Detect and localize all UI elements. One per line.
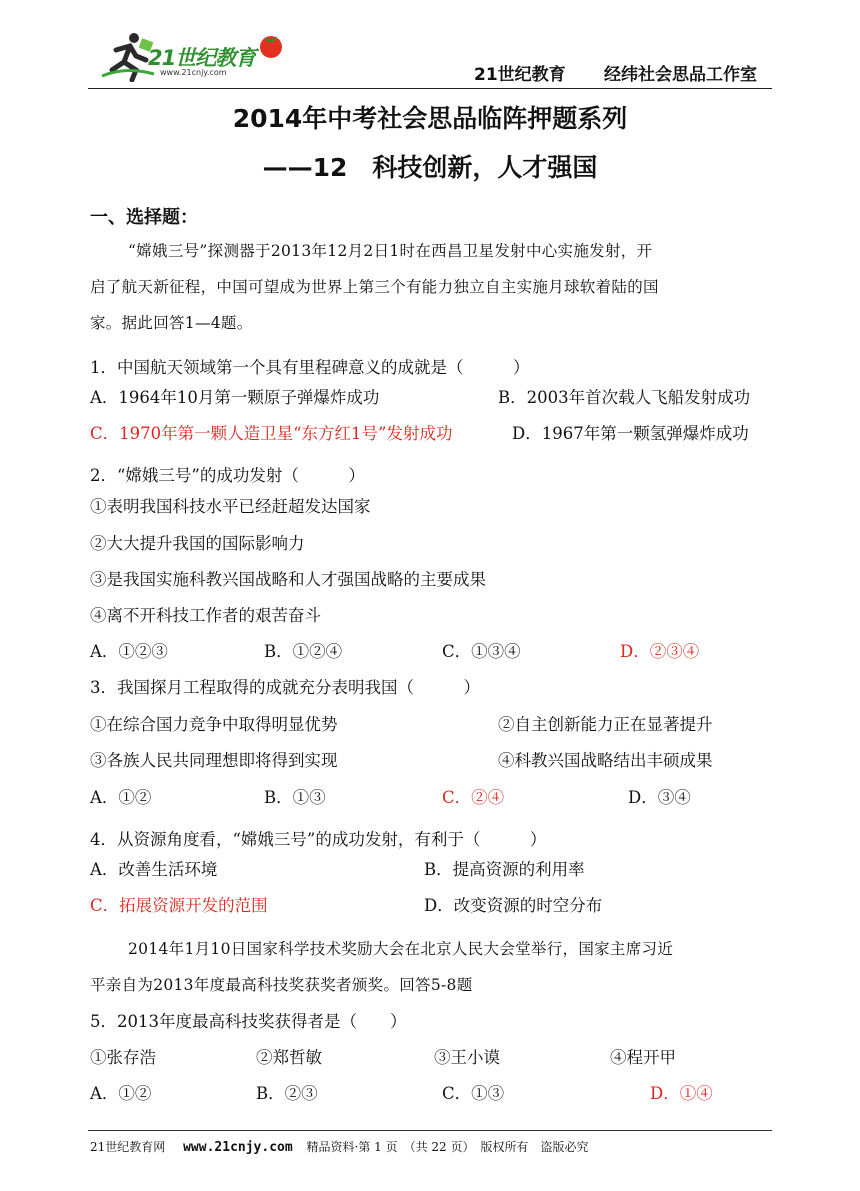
question-stem: 1．中国航天领域第一个具有里程碑意义的成就是（ ）	[90, 358, 530, 377]
statement: ①张存浩	[90, 1048, 156, 1067]
option-d-answer: D．②③④	[620, 642, 700, 661]
statement: ①在综合国力竞争中取得明显优势	[90, 715, 338, 734]
option-d: D．1967年第一颗氢弹爆炸成功	[512, 424, 749, 443]
page-title: 2014年中考社会思品临阵押题系列	[232, 104, 628, 133]
intro-paragraph-line: 平亲自为2013年度最高科技奖获奖者颁奖。回答5-8题	[90, 976, 473, 994]
footer-copyright: 精品资料·第 1 页 （共 22 页） 版权所有 盗版必究	[306, 1140, 589, 1154]
header-rule	[88, 88, 772, 89]
option-a: A．1964年10月第一颗原子弹爆炸成功	[90, 388, 380, 407]
intro-paragraph-line: 家。据此回答1—4题。	[90, 314, 253, 332]
header-studio: 经纬社会思品工作室	[604, 65, 757, 85]
question-stem: 4．从资源角度看，“嫦娥三号”的成功发射，有利于（ ）	[90, 830, 547, 849]
option-c-answer: C．拓展资源开发的范围	[90, 896, 268, 915]
logo-url: www.21cnjy.com	[160, 68, 227, 77]
option-b: B．2003年首次载人飞船发射成功	[498, 388, 751, 407]
option-a: A．①②③	[90, 642, 168, 661]
option-a: A．①②	[90, 788, 152, 807]
option-c: C．①③④	[442, 642, 521, 661]
logo	[96, 30, 296, 82]
statement: ③各族人民共同理想即将得到实现	[90, 751, 338, 770]
option-b: B．②③	[256, 1084, 318, 1103]
page-subtitle: ——12 科技创新，人才强国	[262, 153, 598, 182]
statement: ③是我国实施科教兴国战略和人才强国战略的主要成果	[90, 570, 486, 589]
option-c: C．①③	[442, 1084, 505, 1103]
question-stem: 2．“嫦娥三号”的成功发射（ ）	[90, 466, 365, 485]
option-d: D．③④	[628, 788, 691, 807]
intro-paragraph-line: 启了航天新征程，中国可望成为世界上第三个有能力独立自主实施月球软着陆的国	[90, 278, 659, 296]
intro-paragraph-line: 2014年1月10日国家科学技术奖励大会在北京人民大会堂举行，国家主席习近	[128, 940, 674, 958]
intro-paragraph-line: “嫦娥三号”探测器于2013年12月2日1时在西昌卫星发射中心实施发射，开	[128, 242, 653, 260]
question-stem: 5．2013年度最高科技奖获得者是（ ）	[90, 1012, 407, 1031]
option-a: A．①②	[90, 1084, 152, 1103]
footer-site: 21世纪教育网	[90, 1140, 166, 1154]
tomato-icon	[256, 30, 286, 60]
option-b: B．①②④	[264, 642, 343, 661]
section-heading: 一、选择题：	[90, 207, 198, 228]
statement: ②郑哲敏	[256, 1048, 322, 1067]
footer-rule	[88, 1130, 772, 1131]
question-stem: 3．我国探月工程取得的成就充分表明我国（ ）	[90, 678, 480, 697]
statement: ②大大提升我国的国际影响力	[90, 534, 305, 553]
statement: ③王小谟	[434, 1048, 500, 1067]
statement: ①表明我国科技水平已经赶超发达国家	[90, 497, 371, 516]
statement: ④科教兴国战略结出丰硕成果	[498, 751, 713, 770]
logo-runner-icon	[96, 30, 156, 82]
option-c-answer: C．②④	[442, 788, 505, 807]
option-b: B．①③	[264, 788, 326, 807]
option-d: D．改变资源的时空分布	[424, 896, 603, 915]
logo-text: 21世纪教育	[148, 46, 256, 70]
option-c-answer: C．1970年第一颗人造卫星“东方红1号”发射成功	[90, 424, 453, 443]
option-a: A．改善生活环境	[90, 860, 218, 879]
footer-link[interactable]: www.21cnjy.com	[183, 1140, 293, 1155]
header-org: 21世纪教育	[474, 65, 566, 85]
option-d-answer: D．①④	[650, 1084, 713, 1103]
footer	[90, 1138, 589, 1155]
statement: ④离不开科技工作者的艰苦奋斗	[90, 606, 321, 625]
statement: ②自主创新能力正在显著提升	[498, 715, 713, 734]
option-b: B．提高资源的利用率	[424, 860, 585, 879]
statement: ④程开甲	[610, 1048, 676, 1067]
